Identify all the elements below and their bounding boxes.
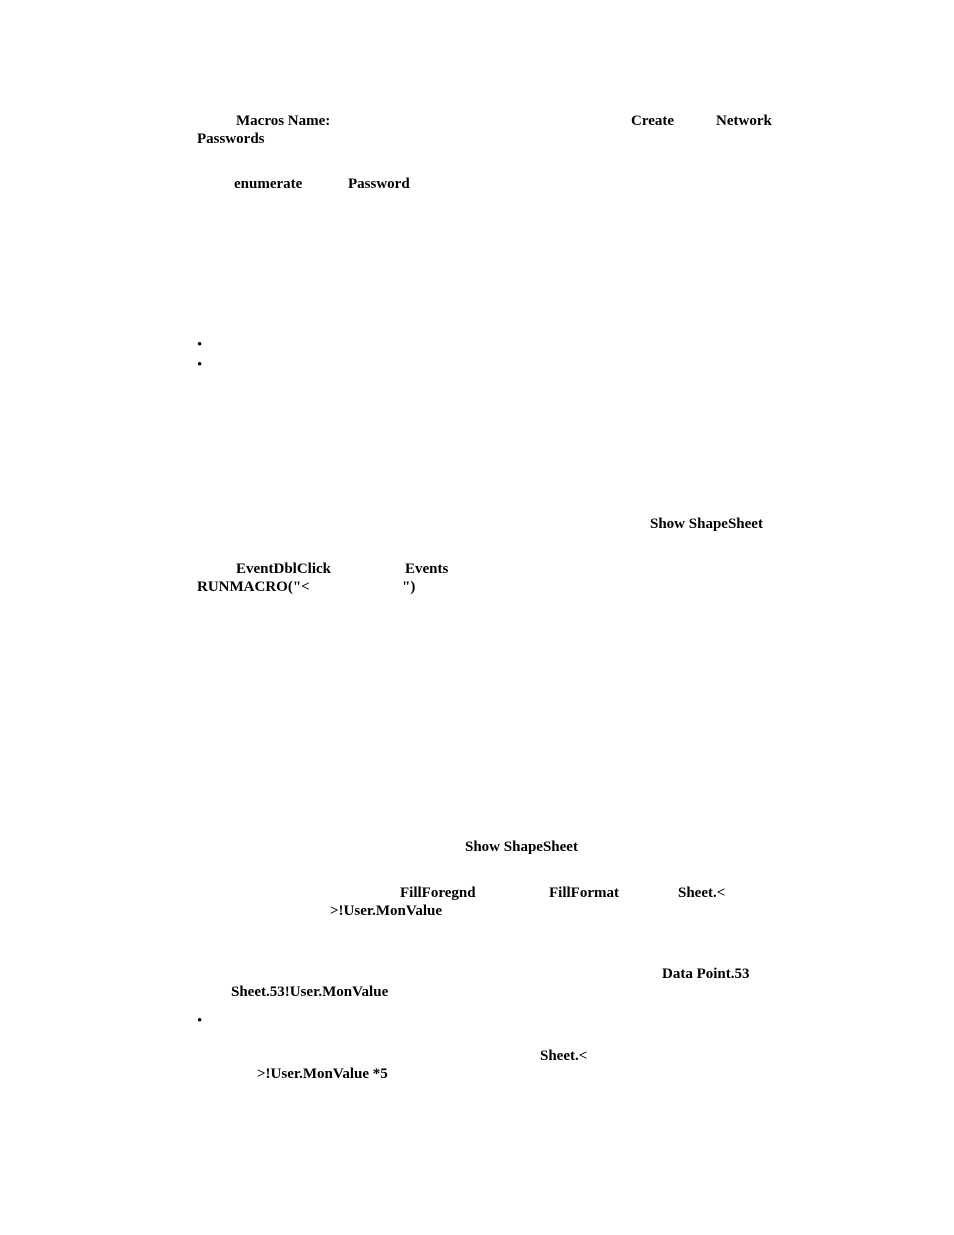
create-term: Create: [631, 113, 675, 129]
macros-name-label: Macros Name:: [236, 113, 331, 129]
network-term: Network: [716, 113, 772, 129]
fill-foregnd-term: FillForegnd: [400, 885, 476, 901]
show-shapesheet-term: Show ShapeSheet: [650, 516, 763, 532]
sheet-reference-open: Sheet.<: [678, 885, 726, 901]
enumerate-term: enumerate: [234, 176, 303, 192]
password-term: Password: [348, 176, 410, 192]
data-point-formula: Sheet.53!User.MonValue: [231, 984, 389, 1000]
sheet-reference-open: Sheet.<: [540, 1048, 588, 1064]
bullet-marker: •: [197, 337, 203, 353]
runmacro-open: RUNMACRO("<: [197, 579, 310, 595]
passwords-term: Passwords: [197, 131, 265, 147]
events-term: Events: [405, 561, 449, 577]
runmacro-close: "): [402, 579, 416, 595]
event-dbl-click-term: EventDblClick: [236, 561, 332, 577]
data-point-term: Data Point.53: [662, 966, 750, 982]
bullet-marker: •: [197, 357, 203, 373]
mon-value-times-five: >!User.MonValue *5: [257, 1066, 388, 1082]
mon-value-reference: >!User.MonValue: [330, 903, 443, 919]
bullet-marker: •: [197, 1013, 203, 1029]
fill-format-term: FillFormat: [549, 885, 619, 901]
show-shapesheet-term: Show ShapeSheet: [465, 839, 578, 855]
